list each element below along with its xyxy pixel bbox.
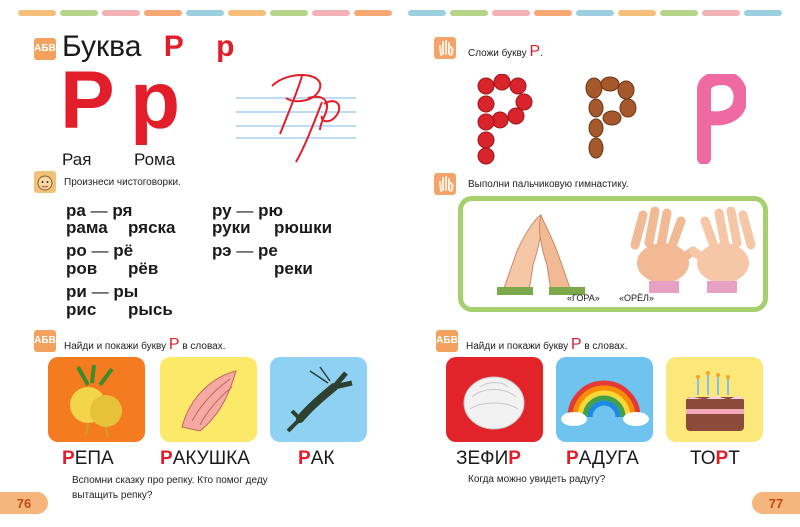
gym-label-eagle: «ОРЁЛ» <box>619 293 654 303</box>
word-zefir: ЗЕФИР <box>456 448 521 469</box>
gym-frame <box>458 196 768 312</box>
hand-icon <box>434 37 456 59</box>
big-letter-upper: Р <box>60 55 115 146</box>
abv-icon: АБВ <box>436 330 458 352</box>
card-lobster[interactable] <box>270 357 367 442</box>
word-rak: РАК <box>298 448 335 469</box>
hands-mountain-image <box>477 207 597 297</box>
instruction-finger-gym: Выполни пальчиковую гимнастику. <box>468 179 629 190</box>
hands-eagle-image <box>623 205 763 299</box>
highlighted-letter: Р <box>715 448 729 469</box>
ribbon-letter-image <box>686 74 746 164</box>
card-shell[interactable] <box>160 357 257 442</box>
title-word: Буква <box>62 30 142 63</box>
word-rakushka: РАКУШКА <box>160 448 250 469</box>
twister-row: рэ — ре <box>212 241 278 260</box>
cake-icon <box>666 357 763 442</box>
card-cake[interactable] <box>666 357 763 442</box>
word-repa: РЕПА <box>62 448 114 469</box>
twister-row: ро — рё <box>66 241 134 260</box>
question-turnip: Вспомни сказку про репку. Кто помог деду вытащить репку? <box>72 475 268 501</box>
meringue-icon <box>446 357 543 442</box>
twister-row: ру — рю <box>212 201 283 220</box>
twister-row: ра — ря <box>66 201 133 220</box>
rainbow-icon <box>556 357 653 442</box>
turnip-icon <box>48 357 145 442</box>
twister-row: ри — ры <box>66 282 139 301</box>
instruction-build-letter: Сложи букву Р. <box>468 43 543 60</box>
card-meringue[interactable] <box>446 357 543 442</box>
twister-row: реки <box>274 259 313 278</box>
instruction-find-letter-right: Найди и покажи букву Р в словах. <box>466 336 628 353</box>
abv-icon: АБВ <box>34 330 56 352</box>
page-number-right: 77 <box>752 492 800 514</box>
twister-row: рама ряска <box>66 218 176 237</box>
word-tort: ТОРТ <box>690 448 740 469</box>
lobster-icon <box>270 357 367 442</box>
face-icon <box>34 171 56 193</box>
twister-row: ров рёв <box>66 259 159 278</box>
gym-label-mountain: «ГОРА» <box>567 293 600 303</box>
twister-row: рис рысь <box>66 300 173 319</box>
title-letters: Р р <box>163 30 247 63</box>
highlighted-letter: Р <box>298 448 311 469</box>
card-rainbow[interactable] <box>556 357 653 442</box>
highlighted-letter: Р <box>62 448 75 469</box>
highlighted-letter: Р <box>566 448 579 469</box>
page-number-left: 76 <box>0 492 48 514</box>
abv-icon: АБВ <box>34 38 56 60</box>
card-turnip[interactable] <box>48 357 145 442</box>
instruction-tongue-twisters: Произнеси чистоговорки. <box>64 177 181 188</box>
big-letter-lower: р <box>130 55 181 146</box>
cursive-letter <box>232 66 362 166</box>
highlighted-letter: Р <box>508 448 521 469</box>
instruction-find-letter: Найди и покажи букву Р в словах. <box>64 336 226 353</box>
beans-letter-image <box>580 76 640 166</box>
word-raduga: РАДУГА <box>566 448 639 469</box>
hand-icon <box>434 173 456 195</box>
name-raya: Рая <box>62 150 92 169</box>
buttons-letter-image <box>474 74 534 166</box>
question-rainbow: Когда можно увидеть радугу? <box>468 474 606 485</box>
name-roma: Рома <box>134 150 176 169</box>
shell-icon <box>160 357 257 442</box>
highlighted-letter: Р <box>160 448 173 469</box>
twister-row: руки рюшки <box>212 218 333 237</box>
